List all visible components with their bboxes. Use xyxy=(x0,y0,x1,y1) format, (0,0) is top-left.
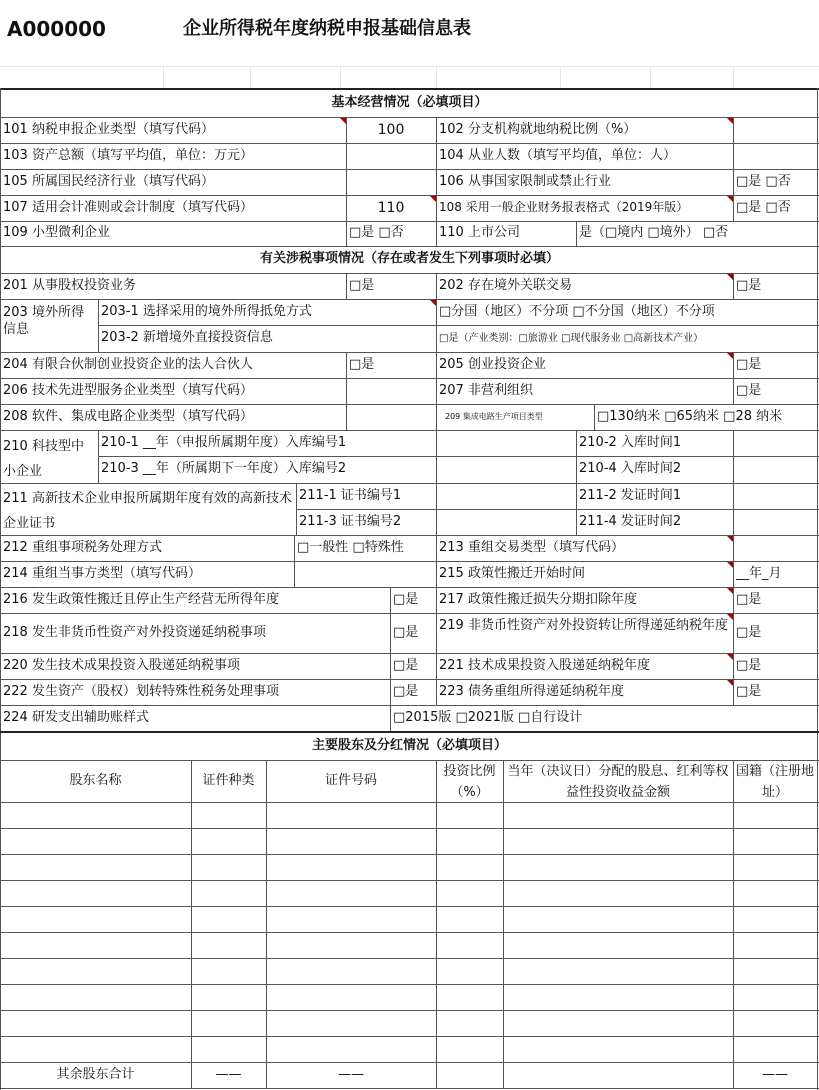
row-203-2-label: 203-2 新增境外直接投资信息 xyxy=(101,330,273,346)
comment-marker xyxy=(727,536,733,542)
row-101-value[interactable]: 100 xyxy=(377,121,405,138)
row-221-checkbox[interactable]: □是 xyxy=(736,657,762,673)
row-203-1-options[interactable]: □分国（地区）不分项 □不分国（地区）不分项 xyxy=(439,303,715,319)
row-210-4-label: 210-4 入库时间2 xyxy=(579,461,682,477)
col-investment-ratio: 投资比例（%） xyxy=(443,764,496,800)
col-shareholder-name: 股东名称 xyxy=(69,772,122,788)
row-213-label: 213 重组交易类型（填写代码） xyxy=(439,539,624,555)
col-dividend-amount: 当年（决议日）分配的股息、红利等权益性投资收益金额 xyxy=(507,764,729,800)
row-106-label: 106 从事国家限制或禁止行业 xyxy=(439,173,611,189)
row-108-checkbox[interactable]: □是 □否 xyxy=(736,199,791,215)
row-219-checkbox[interactable]: □是 xyxy=(736,624,762,640)
row-209-label: 209 集成电路生产项目类型 xyxy=(445,411,543,421)
row-210-label: 210 科技型中小企业 xyxy=(3,439,84,479)
row-220-label: 220 发生技术成果投资入股递延纳税事项 xyxy=(3,657,240,673)
row-219-label: 219 非货币性资产对外投资转让所得递延纳税年度 xyxy=(439,618,728,633)
row-206-value[interactable] xyxy=(346,378,436,404)
row-210-2-label: 210-2 入库时间1 xyxy=(579,434,682,450)
row-211-4-label: 211-4 发证时间2 xyxy=(579,513,682,529)
row-107-label: 107 适用会计准则或会计制度（填写代码） xyxy=(3,199,253,215)
other-shareholders-total-label: 其余股东合计 xyxy=(56,1066,135,1082)
row-212-options[interactable]: □一般性 □特殊性 xyxy=(297,539,404,555)
row-222-label: 222 发生资产（股权）划转特殊性税务处理事项 xyxy=(3,683,279,699)
row-106-checkbox[interactable]: □是 □否 xyxy=(736,173,791,189)
row-109-label: 109 小型微利企业 xyxy=(3,225,110,241)
row-220-checkbox[interactable]: □是 xyxy=(393,657,419,673)
col-id-type: 证件种类 xyxy=(202,772,255,788)
row-203-label: 203 境外所得信息 xyxy=(3,305,84,337)
row-104-label: 104 从业人数（填写平均值，单位：人） xyxy=(439,147,676,163)
row-201-label: 201 从事股权投资业务 xyxy=(3,277,136,293)
row-101-label: 101 纳税申报企业类型（填写代码） xyxy=(3,121,214,137)
row-109-checkbox[interactable]: □是 □否 xyxy=(349,225,404,241)
row-203-1-label: 203-1 选择采用的境外所得抵免方式 xyxy=(101,303,312,319)
row-102-label: 102 分支机构就地纳税比例（%） xyxy=(439,121,637,137)
row-207-checkbox[interactable]: □是 xyxy=(736,382,762,398)
row-103-label: 103 资产总额（填写平均值，单位：万元） xyxy=(3,147,253,163)
form-code: A000000 xyxy=(7,17,106,41)
row-207-label: 207 非营利组织 xyxy=(439,382,533,398)
row-218-checkbox[interactable]: □是 xyxy=(393,624,419,640)
row-104-value[interactable] xyxy=(733,143,817,169)
row-212-label: 212 重组事项税务处理方式 xyxy=(3,539,162,555)
row-224-label: 224 研发支出辅助账样式 xyxy=(3,709,149,725)
col-id-number: 证件号码 xyxy=(324,772,377,788)
row-217-checkbox[interactable]: □是 xyxy=(736,591,762,607)
row-216-checkbox[interactable]: □是 xyxy=(393,591,419,607)
section-header-shareholders: 主要股东及分红情况（必填项目） xyxy=(311,738,507,754)
row-108-label: 108 采用一般企业财务报表格式（2019年版） xyxy=(439,200,689,215)
row-205-checkbox[interactable]: □是 xyxy=(736,356,762,372)
row-218-label: 218 发生非货币性资产对外投资递延纳税事项 xyxy=(3,624,266,640)
row-216-label: 216 发生政策性搬迁且停止生产经营无所得年度 xyxy=(3,591,279,607)
row-205-label: 205 创业投资企业 xyxy=(439,356,546,372)
row-110-label: 110 上市公司 xyxy=(439,225,520,241)
row-102-value[interactable] xyxy=(733,117,817,143)
row-201-checkbox[interactable]: □是 xyxy=(349,277,375,293)
row-214-label: 214 重组当事方类型（填写代码） xyxy=(3,565,201,581)
row-222-checkbox[interactable]: □是 xyxy=(393,683,419,699)
section-header-basic: 基本经营情况（必填项目） xyxy=(331,95,488,111)
row-215-value[interactable]: __年_月 xyxy=(736,565,782,581)
other-total-nationality-dash: —— xyxy=(762,1066,788,1082)
row-103-value[interactable] xyxy=(346,143,436,169)
row-221-label: 221 技术成果投资入股递延纳税年度 xyxy=(439,657,650,673)
row-105-value[interactable] xyxy=(346,169,436,195)
other-total-id-type-dash: —— xyxy=(215,1066,242,1082)
row-210-3-label: 210-3 __年（所属期下一年度）入库编号2 xyxy=(101,461,347,477)
row-208-value[interactable] xyxy=(346,404,436,430)
row-210-1-label: 210-1 __年（申报所属期年度）入库编号1 xyxy=(101,434,347,450)
row-202-checkbox[interactable]: □是 xyxy=(736,277,762,293)
row-202-label: 202 存在境外关联交易 xyxy=(439,277,572,293)
other-total-id-number-dash: —— xyxy=(338,1066,364,1082)
row-206-label: 206 技术先进型服务企业类型（填写代码） xyxy=(3,382,253,398)
row-208-label: 208 软件、集成电路企业类型（填写代码） xyxy=(3,408,253,424)
section-header-tax: 有关涉税事项情况（存在或者发生下列事项时必填） xyxy=(259,251,559,267)
row-107-value[interactable]: 110 xyxy=(377,199,405,216)
row-217-label: 217 政策性搬迁损失分期扣除年度 xyxy=(439,591,637,607)
row-211-1-label: 211-1 证书编号1 xyxy=(299,487,402,503)
row-211-2-label: 211-2 发证时间1 xyxy=(579,487,682,503)
row-203-2-options[interactable]: □是（产业类别：□旅游业 □现代服务业 □高新技术产业） xyxy=(439,333,704,344)
row-223-label: 223 债务重组所得递延纳税年度 xyxy=(439,683,624,699)
row-215-label: 215 政策性搬迁开始时间 xyxy=(439,565,585,581)
row-211-3-label: 211-3 证书编号2 xyxy=(299,513,402,529)
row-224-options[interactable]: □2015版 □2021版 □自行设计 xyxy=(393,709,583,725)
form-title: 企业所得税年度纳税申报基础信息表 xyxy=(183,18,471,40)
row-211-label: 211 高新技术企业申报所属期年度有效的高新技术企业证书 xyxy=(3,491,292,531)
row-209-options[interactable]: □130纳米 □65纳米 □28 纳米 xyxy=(597,408,783,424)
row-105-label: 105 所属国民经济行业（填写代码） xyxy=(3,173,214,189)
row-204-label: 204 有限合伙制创业投资企业的法人合伙人 xyxy=(3,356,253,372)
row-204-checkbox[interactable]: □是 xyxy=(349,356,375,372)
row-110-checkbox[interactable]: 是（□境内 □境外） □否 xyxy=(579,225,729,241)
row-223-checkbox[interactable]: □是 xyxy=(736,683,762,699)
col-nationality: 国籍（注册地址） xyxy=(736,764,815,800)
